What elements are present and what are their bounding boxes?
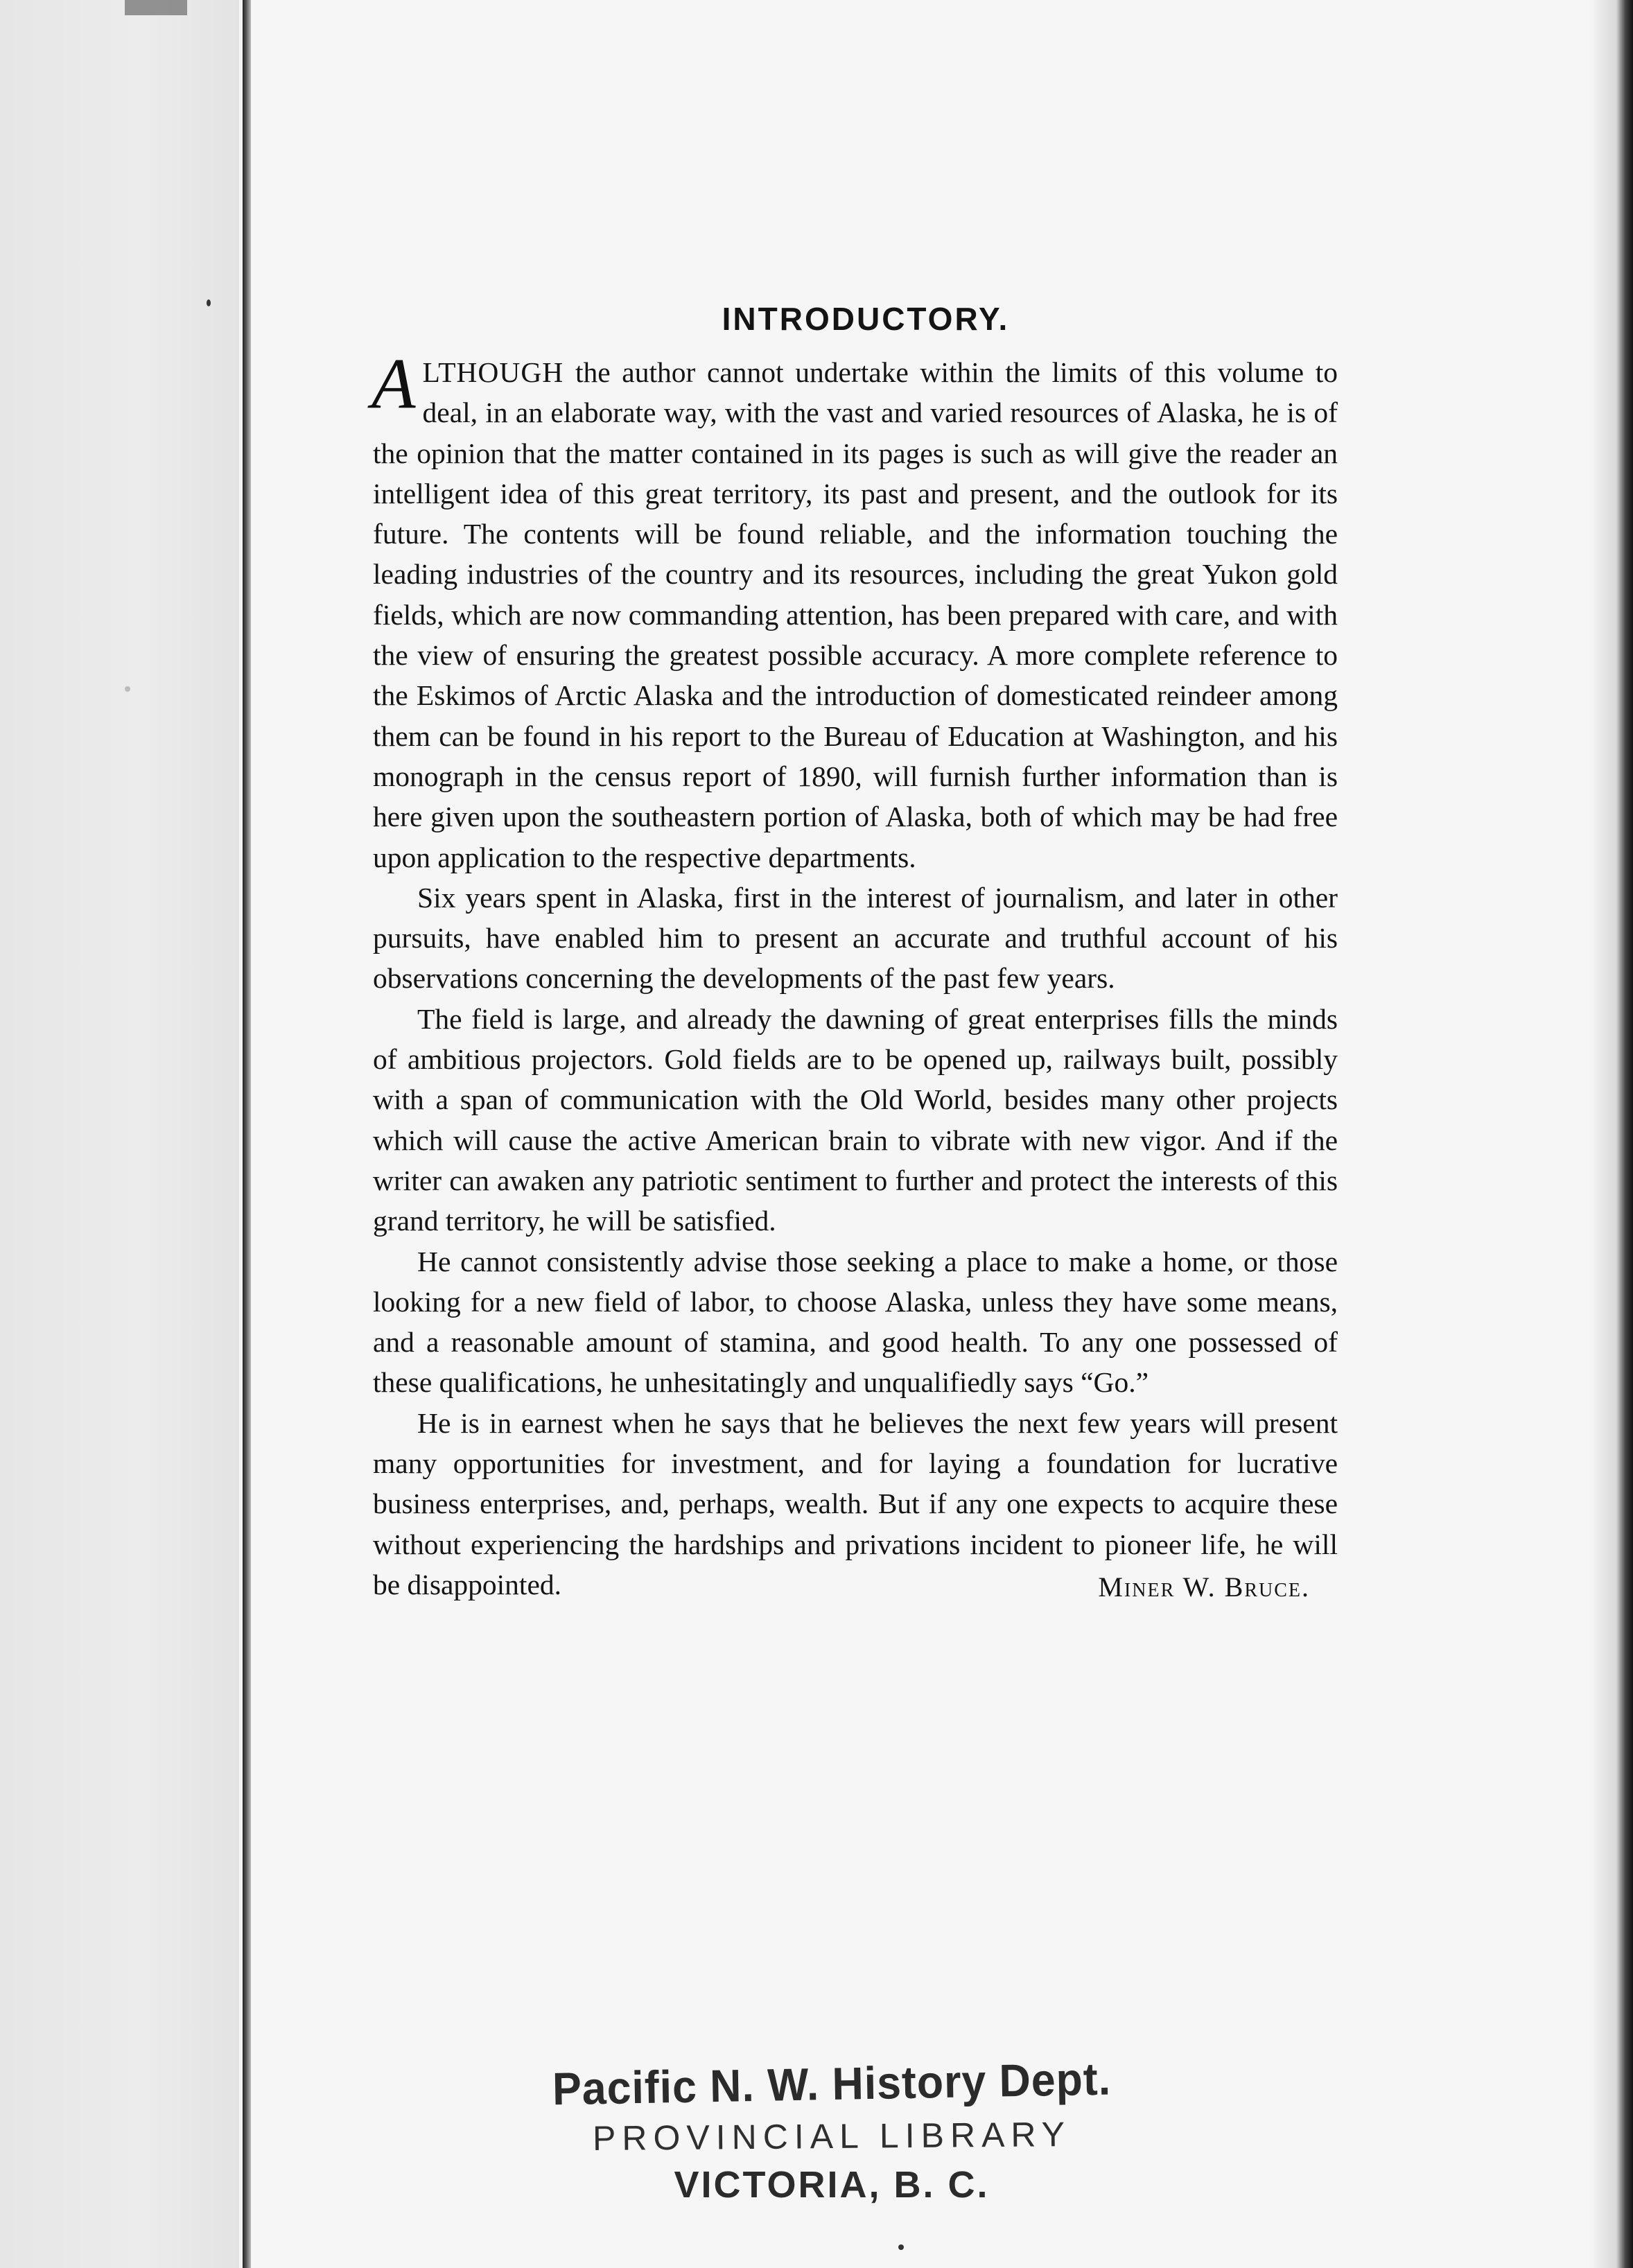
paragraph-5 bbox=[373, 1403, 1338, 1605]
drop-cap: A bbox=[372, 344, 416, 424]
paragraph-2: Six years spent in Alaska, first in the interest of journalism, and later in other pursuits, have enabled him to present an accurate and truthful account of his observations concerning the developments of the past few years. bbox=[373, 881, 1338, 995]
library-stamp bbox=[499, 2052, 1164, 2209]
lead-word: LTHOUGH bbox=[422, 356, 564, 388]
paragraph-1-text: the author cannot undertake within the limits of this volume to deal, in an elaborate way, with the vast and varied resources of Alaska, he is of the opinion that the matter contained in its pages is such as will give the reader an intelligent idea of this great territory, its past and present, and the outlook for its future. The contents will be found reliable, and the information touching the leading industries of the country and its resources, including the great Yukon gold fields, which are now commanding attention, has been prepared with care, and with the view of ensuring the greatest possible accuracy. A more complete reference to the Eskimos of Arctic Alaska and the introduction of domesticated reindeer among them can be found in his report to the Bureau of Education at Washington, and his monograph in the census report of 1890, will furnish further information than is here given upon the southeastern portion of Alaska, both of which may be had free upon application to the respective departments. bbox=[373, 356, 1338, 873]
book-gutter bbox=[243, 0, 251, 2268]
scan-speck bbox=[207, 299, 211, 306]
scan-speck bbox=[125, 686, 130, 692]
page-edge-shadow bbox=[1589, 0, 1616, 2268]
page-right-edge bbox=[1616, 0, 1633, 2268]
facing-blank-page bbox=[0, 0, 239, 2268]
introductory-text bbox=[373, 298, 1338, 1607]
author-signature: Miner W. Bruce. bbox=[1098, 1571, 1310, 1603]
scan-speck bbox=[898, 2244, 904, 2250]
paragraph-3: The field is large, and already the dawning of great enterprises fills the minds of ambitious projectors. Gold fields are to be opened up, railways built, possibly with a span of communication with the Old World, besides many other projects which will cause the active American brain to vibrate with new vigor. And if the writer can awaken any patriotic sentiment to further and protect the interests of this grand territory, he will be satisfied. bbox=[373, 1002, 1338, 1237]
paragraph-1 bbox=[372, 344, 1338, 878]
stamp-department: Pacific N. W. History Dept. bbox=[552, 2052, 1112, 2115]
paragraph-4: He cannot consistently advise those seeking a place to make a home, or those looking for a new field of labor, to choose Alaska, unless they have some means, and a reasonable amount of stamina, and good health. To any one possessed of these qualifications, he unhesitatingly and unqualifiedly says “Go.” bbox=[373, 1245, 1338, 1399]
paragraph-5-text: He is in earnest when he says that he believes the next few years will present many opportunities for investment, and for laying a foundation for lucrative business enterprises, and, perhaps, wealth. But if any one expects to acquire these without experiencing the hardships and privations incident to pioneer life, he will be disappointed. bbox=[373, 1406, 1338, 1600]
stamp-city: VICTORIA, B. C. bbox=[674, 2164, 990, 2206]
stamp-library: PROVINCIAL LIBRARY bbox=[592, 2114, 1072, 2158]
scan-smudge bbox=[125, 0, 187, 15]
page-title: INTRODUCTORY. bbox=[722, 301, 1010, 337]
